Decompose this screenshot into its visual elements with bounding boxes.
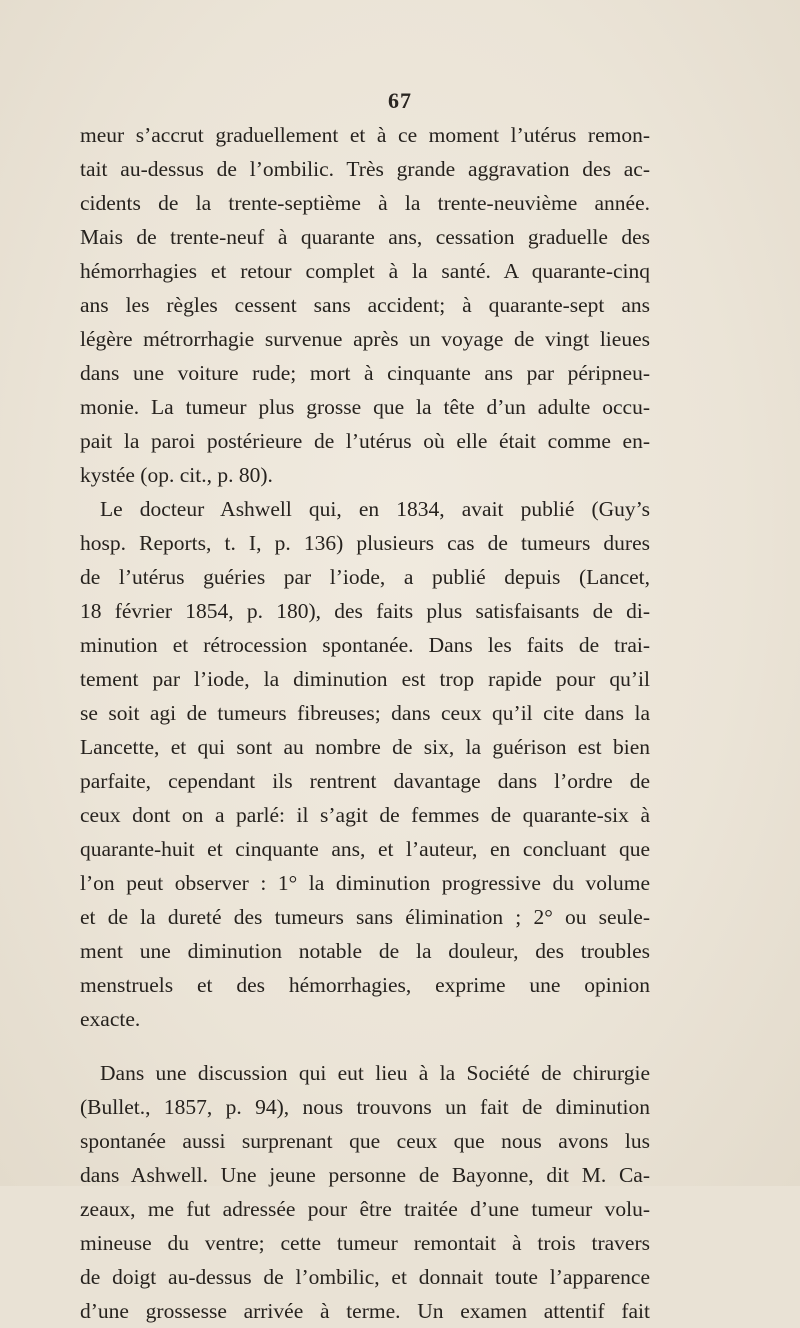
text-line: légère métrorrhagie survenue après un voyage de vingt lieues [80,327,650,351]
text-line: minution et rétrocession spontanée. Dans les faits de trai- [80,633,650,657]
text-line: hémorrhagies et retour complet à la santé. A quarante-cinq [80,259,650,283]
text-line: kystée (op. cit., p. 80). [80,463,273,487]
text-line: menstruels et des hémorrhagies, exprime une opinion [80,973,650,997]
text-line: de l’utérus guéries par l’iode, a publié depuis (Lancet, [80,565,650,589]
text-line: d’une grossesse arrivée à terme. Un examen attentif fait [80,1299,650,1323]
text-line: Le docteur Ashwell qui, en 1834, avait publié (Guy’s [100,497,650,521]
text-line: ment une diminution notable de la douleur, des troubles [80,939,650,963]
text-line: spontanée aussi surprenant que ceux que nous avons lus [80,1129,650,1153]
paragraph-3 [80,1056,650,1328]
text-line: tait au-dessus de l’ombilic. Très grande aggravation des ac- [80,157,650,181]
text-line: ceux dont on a parlé: il s’agit de femmes de quarante-six à [80,803,650,827]
text-line: (Bullet., 1857, p. 94), nous trouvons un fait de diminution [80,1095,650,1119]
text-line: hosp. Reports, t. I, p. 136) plusieurs cas de tumeurs dures [80,531,650,555]
paragraph-gap [80,1036,650,1056]
paragraph-2 [80,492,650,1036]
text-line: se soit agi de tumeurs fibreuses; dans ceux qu’il cite dans la [80,701,650,725]
text-line: tement par l’iode, la diminution est trop rapide pour qu’il [80,667,650,691]
text-line: quarante-huit et cinquante ans, et l’auteur, en concluant que [80,837,650,861]
body-text [80,118,650,1328]
text-line: meur s’accrut graduellement et à ce moment l’utérus remon- [80,123,650,147]
text-line: pait la paroi postérieure de l’utérus où elle était comme en- [80,429,650,453]
paragraph-1 [80,118,650,492]
text-line: ans les règles cessent sans accident; à quarante-sept ans [80,293,650,317]
text-line: monie. La tumeur plus grosse que la tête d’un adulte occu- [80,395,650,419]
text-line: Mais de trente-neuf à quarante ans, cessation graduelle des [80,225,650,249]
text-line: parfaite, cependant ils rentrent davantage dans l’ordre de [80,769,650,793]
text-line: dans une voiture rude; mort à cinquante ans par péripneu- [80,361,650,385]
text-line: Dans une discussion qui eut lieu à la Société de chirurgie [100,1061,650,1085]
text-line: cidents de la trente-septième à la trente-neuvième année. [80,191,650,215]
text-line: exacte. [80,1007,141,1031]
text-line: l’on peut observer : 1° la diminution progressive du volume [80,871,650,895]
text-line: 18 février 1854, p. 180), des faits plus satisfaisants de di- [80,599,650,623]
text-line: de doigt au-dessus de l’ombilic, et donnait toute l’apparence [80,1265,650,1289]
text-line: Lancette, et qui sont au nombre de six, la guérison est bien [80,735,650,759]
text-line: mineuse du ventre; cette tumeur remontait à trois travers [80,1231,650,1255]
page-number: 67 [388,88,412,113]
text-line: zeaux, me fut adressée pour être traitée d’une tumeur volu- [80,1197,650,1221]
text-line: et de la dureté des tumeurs sans élimination ; 2° ou seule- [80,905,650,929]
text-line: dans Ashwell. Une jeune personne de Bayonne, dit M. Ca- [80,1163,650,1187]
